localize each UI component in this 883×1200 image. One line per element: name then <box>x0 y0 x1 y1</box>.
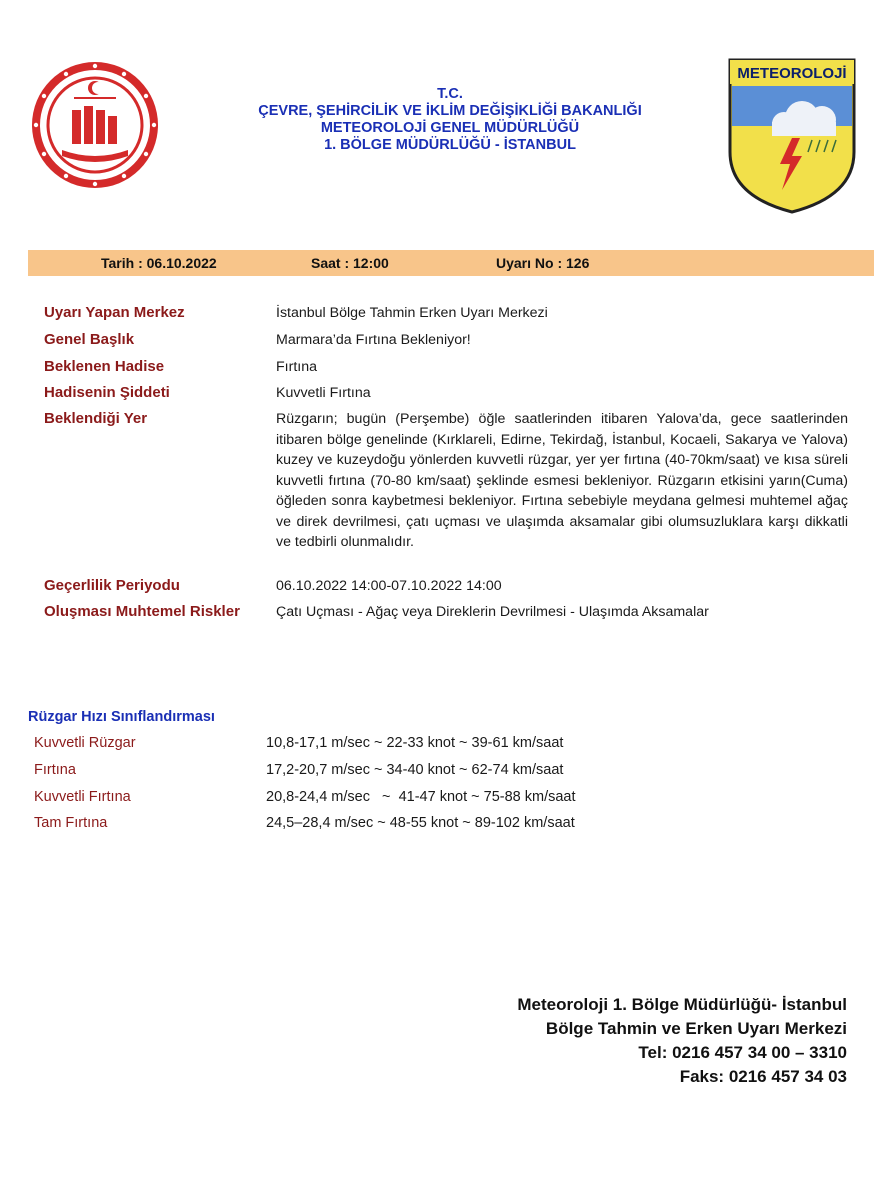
meteoroloji-logo <box>726 56 858 214</box>
field-label-event: Beklenen Hadise <box>44 358 165 375</box>
info-bar <box>28 250 874 276</box>
field-value-center: İstanbul Bölge Tahmin Erken Uyarı Merkezi <box>276 305 548 321</box>
header-tc: T.C. <box>437 86 463 102</box>
field-label-severity: Hadisenin Şiddeti <box>44 384 170 401</box>
wind-row-range: 17,2-20,7 m/sec ~ 34-40 knot ~ 62-74 km/saat <box>266 762 564 778</box>
footer-phone: Tel: 0216 457 34 00 – 3310 <box>638 1043 847 1062</box>
field-label-location: Beklendiği Yer <box>44 410 148 427</box>
field-value-validity: 06.10.2022 14:00-07.10.2022 14:00 <box>276 578 502 594</box>
field-value-event: Fırtına <box>276 359 317 375</box>
date-label: Tarih : 06.10.2022 <box>101 255 217 271</box>
footer-fax: Faks: 0216 457 34 03 <box>679 1067 847 1086</box>
footer-office: Meteoroloji 1. Bölge Müdürlüğü- İstanbul <box>517 995 847 1014</box>
wind-row-name: Kuvvetli Fırtına <box>34 789 131 805</box>
field-value-location: Rüzgarın; bugün (Perşembe) öğle saatlerinden itibaren Yalova’da, gece saatlerinden itibaren bölge genelinde (Kırklareli, Edirne, Tekirdağ, İstanbul, Kocaeli, Sakarya ve Yalova) kuzey ve kuzeydoğu yönlerden kuvvetli rüzgar, yer yer fırtına (40-70km/saat) ve kısa süreli kuvvetli fırtına (70-80 km/saat) şeklinde esmesi bekleniyor. Rüzgarın etkisini yarın(Cuma) öğleden sonra kaybetmesi bekleniyor. Fırtına sebebiyle meydana gelmesi muhtemel ağaç ve direk devrilmesi, çatı uçması ve ulaşımda aksamalar gibi olumsuzluklara karşı dikkatli ve tedbirli olunmalıdır. <box>276 411 848 550</box>
wind-row-range: 24,5–28,4 m/sec ~ 48-55 knot ~ 89-102 km/saat <box>266 815 575 831</box>
field-label-risks: Oluşması Muhtemel Riskler <box>44 603 240 620</box>
wind-row-name: Tam Fırtına <box>34 815 108 831</box>
field-label-validity: Geçerlilik Periyodu <box>44 577 180 594</box>
ministry-logo <box>28 58 162 192</box>
meteo-logo-text: METEOROLOJİ <box>737 65 847 82</box>
field-value-risks: Çatı Uçması - Ağaç veya Direklerin Devrilmesi - Ulaşımda Aksamalar <box>276 604 709 620</box>
footer-center: Bölge Tahmin ve Erken Uyarı Merkezi <box>545 1019 847 1038</box>
time-label: Saat : 12:00 <box>311 255 389 271</box>
header-directorate: METEOROLOJİ GENEL MÜDÜRLÜĞÜ <box>320 120 580 136</box>
header-ministry: ÇEVRE, ŞEHİRCİLİK VE İKLİM DEĞİŞİKLİĞİ BAKANLIĞI <box>258 103 642 119</box>
wind-row-name: Kuvvetli Rüzgar <box>34 735 136 751</box>
wind-row-range: 20,8-24,4 m/sec ~ 41-47 knot ~ 75-88 km/saat <box>266 789 576 805</box>
wind-row-name: Fırtına <box>34 762 76 778</box>
wind-row-range: 10,8-17,1 m/sec ~ 22-33 knot ~ 39-61 km/saat <box>266 735 564 751</box>
document-header <box>150 86 750 154</box>
field-label-center: Uyarı Yapan Merkez <box>44 304 185 321</box>
warning-number: Uyarı No : 126 <box>496 255 590 271</box>
wind-classification-title: Rüzgar Hızı Sınıflandırması <box>28 709 215 725</box>
field-value-severity: Kuvvetli Fırtına <box>276 385 371 401</box>
field-label-title: Genel Başlık <box>44 331 135 348</box>
header-region: 1. BÖLGE MÜDÜRLÜĞÜ - İSTANBUL <box>324 137 576 153</box>
field-value-title: Marmara’da Fırtına Bekleniyor! <box>276 332 471 348</box>
